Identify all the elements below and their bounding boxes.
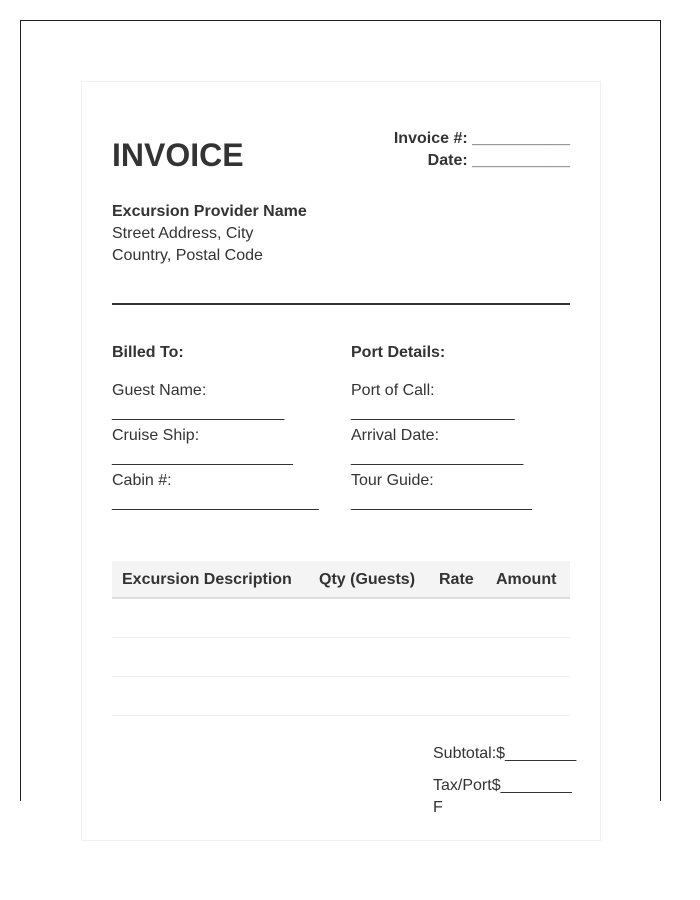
- invoice-number-field: Invoice #: ___________: [393, 130, 570, 147]
- guest-name-line: ____________________: [112, 404, 284, 421]
- cutoff-total-field: F: [433, 799, 443, 816]
- invoice-date-field: Date: ___________: [427, 152, 570, 169]
- guest-name-label: Guest Name:: [112, 382, 207, 399]
- column-header-amount: Amount: [496, 571, 557, 588]
- table-row: [112, 638, 570, 677]
- cruise-ship-label: Cruise Ship:: [112, 427, 200, 444]
- tour-guide-line: _____________________: [351, 494, 532, 511]
- document-frame: [20, 20, 661, 816]
- billed-to-heading: Billed To:: [112, 344, 184, 361]
- invoice-title: INVOICE: [112, 137, 244, 173]
- cabin-number-label: Cabin #:: [112, 472, 172, 489]
- provider-name: Excursion Provider Name: [112, 203, 307, 220]
- subtotal-field: Subtotal:$________: [433, 745, 577, 762]
- arrival-date-label: Arrival Date:: [351, 427, 440, 444]
- column-header-qty: Qty (Guests): [319, 571, 416, 588]
- table-row: [112, 599, 570, 638]
- port-of-call-label: Port of Call:: [351, 382, 435, 399]
- tour-guide-label: Tour Guide:: [351, 472, 434, 489]
- table-header: [112, 561, 570, 599]
- arrival-date-line: ____________________: [351, 449, 523, 466]
- header-divider: [112, 303, 570, 305]
- column-header-rate: Rate: [439, 571, 474, 588]
- port-details-heading: Port Details:: [351, 344, 446, 361]
- invoice-page: [81, 81, 601, 841]
- table-row: [112, 677, 570, 716]
- column-header-description: Excursion Description: [122, 571, 292, 588]
- port-of-call-line: ___________________: [351, 404, 515, 421]
- cruise-ship-line: _____________________: [112, 449, 293, 466]
- provider-country-postal: Country, Postal Code: [112, 247, 263, 264]
- cabin-number-line: ________________________: [112, 494, 319, 511]
- tax-port-field: Tax/Port$________: [433, 777, 572, 794]
- provider-address: Street Address, City: [112, 225, 254, 242]
